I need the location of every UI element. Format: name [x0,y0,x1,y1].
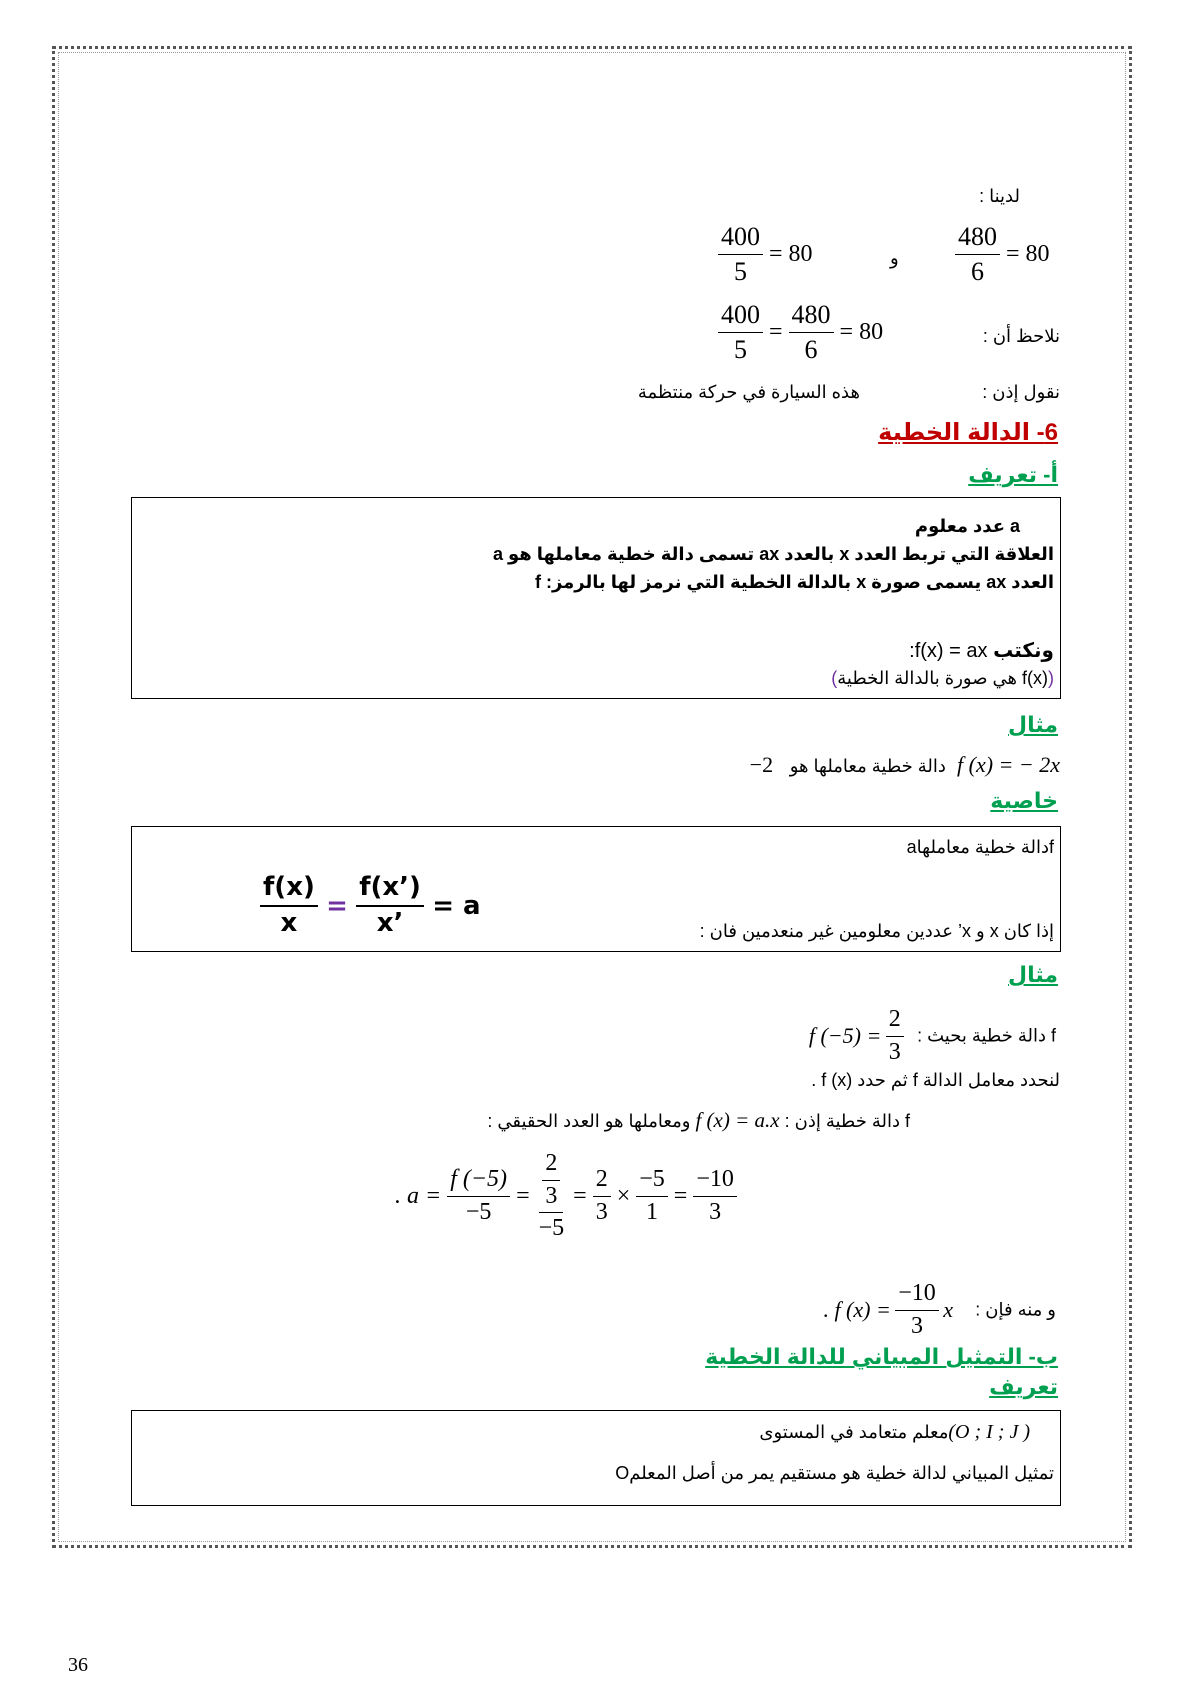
graph-line-1: معلم متعامد في المستوى(O ; I ; J ) [759,1421,1030,1443]
equation-400-5: $\frac{400}{5}$ = 80 [718,222,813,287]
notice-label: نلاحظ أن : [982,326,1060,346]
and-label: و [890,248,899,268]
example-1-coef: −2 [749,752,774,777]
example-2-line-1: f (−5) = $\frac{2}{3}$ f دالة خطية بحيث : [808,1006,1056,1065]
example-2-title: مثال [1008,962,1058,987]
conclusion-label: نقول إذن : [982,382,1060,402]
equation-480-6: $\frac{480}{6}$ = 80 [955,222,1050,287]
we-write-label: ونكتب [993,640,1054,662]
example-1-title: مثال [1008,712,1058,737]
example-1-text: دالة خطية معاملها هو [789,756,946,776]
definition-note: (f(x) هي صورة بالدالة الخطية) [831,668,1054,688]
definition-line-1: a عدد معلوم [914,516,1020,536]
property-box [131,826,1061,952]
subsection-b-title: ب- التمثيل المبياني للدالة الخطية [705,1344,1058,1369]
definition-line-2: العلاقة التي تربط العدد x بالعدد ax تسمى دالة خطية معاملها هو a [493,544,1054,564]
property-formula: $\frac{f(x)}{x}$ = $\frac{f(x’)}{x’}$ = a [260,873,481,939]
page-number: 36 [68,1654,88,1676]
graph-definition-title: تعريف [989,1374,1058,1399]
example-2-line-2: لنحدد معامل الدالة f ثم حدد f (x) . [811,1070,1060,1090]
example-2-line-3: ومعاملها هو العدد الحقيقي : f (x) = a.x f دالة خطية إذن : [487,1108,910,1132]
conclusion-text: هذه السيارة في حركة منتظمة [637,382,860,402]
example-2-result: . f (x) = $\frac{-10}{3}$ x و منه فإن : [823,1280,1056,1339]
graph-line-2: تمثيل المبياني لدالة خطية هو مستقيم يمر من أصل المعلمO [615,1463,1054,1483]
example-1-line [750,752,1060,778]
property-line-2: إذا كان x و x’ عددين معلومين غير منعدمين فان : [699,921,1054,941]
we-have-label: لدينا : [979,186,1020,206]
we-write-line [909,638,1054,663]
example-1-formula: f (x) = − 2x [957,752,1060,777]
section-title: 6- الدالة الخطية [878,419,1058,446]
graph-definition-box [131,1410,1061,1506]
equation-combined: $\frac{400}{5}$ = $\frac{480}{6}$ = 80 [718,300,883,365]
coefficient-calculation: . a = $\frac{f (-5)}{-5}$ = $\frac{\frac{2}{3}}{-5}$ = $\frac{2}{3}$ × $\frac{-5}{1}$ = $\frac{-10}{3}$ [395,1150,737,1243]
property-line-1: fدالة خطية معاملهاa [906,837,1054,857]
definition-line-3: العدد ax يسمى صورة x بالدالة الخطية التي نرمز لها بالرمز: f [534,572,1054,592]
linear-formula: :f(x) = ax [909,640,988,662]
subsection-a-title: أ- تعريف [968,462,1058,487]
property-title: خاصية [990,788,1058,813]
definition-box [131,497,1061,699]
